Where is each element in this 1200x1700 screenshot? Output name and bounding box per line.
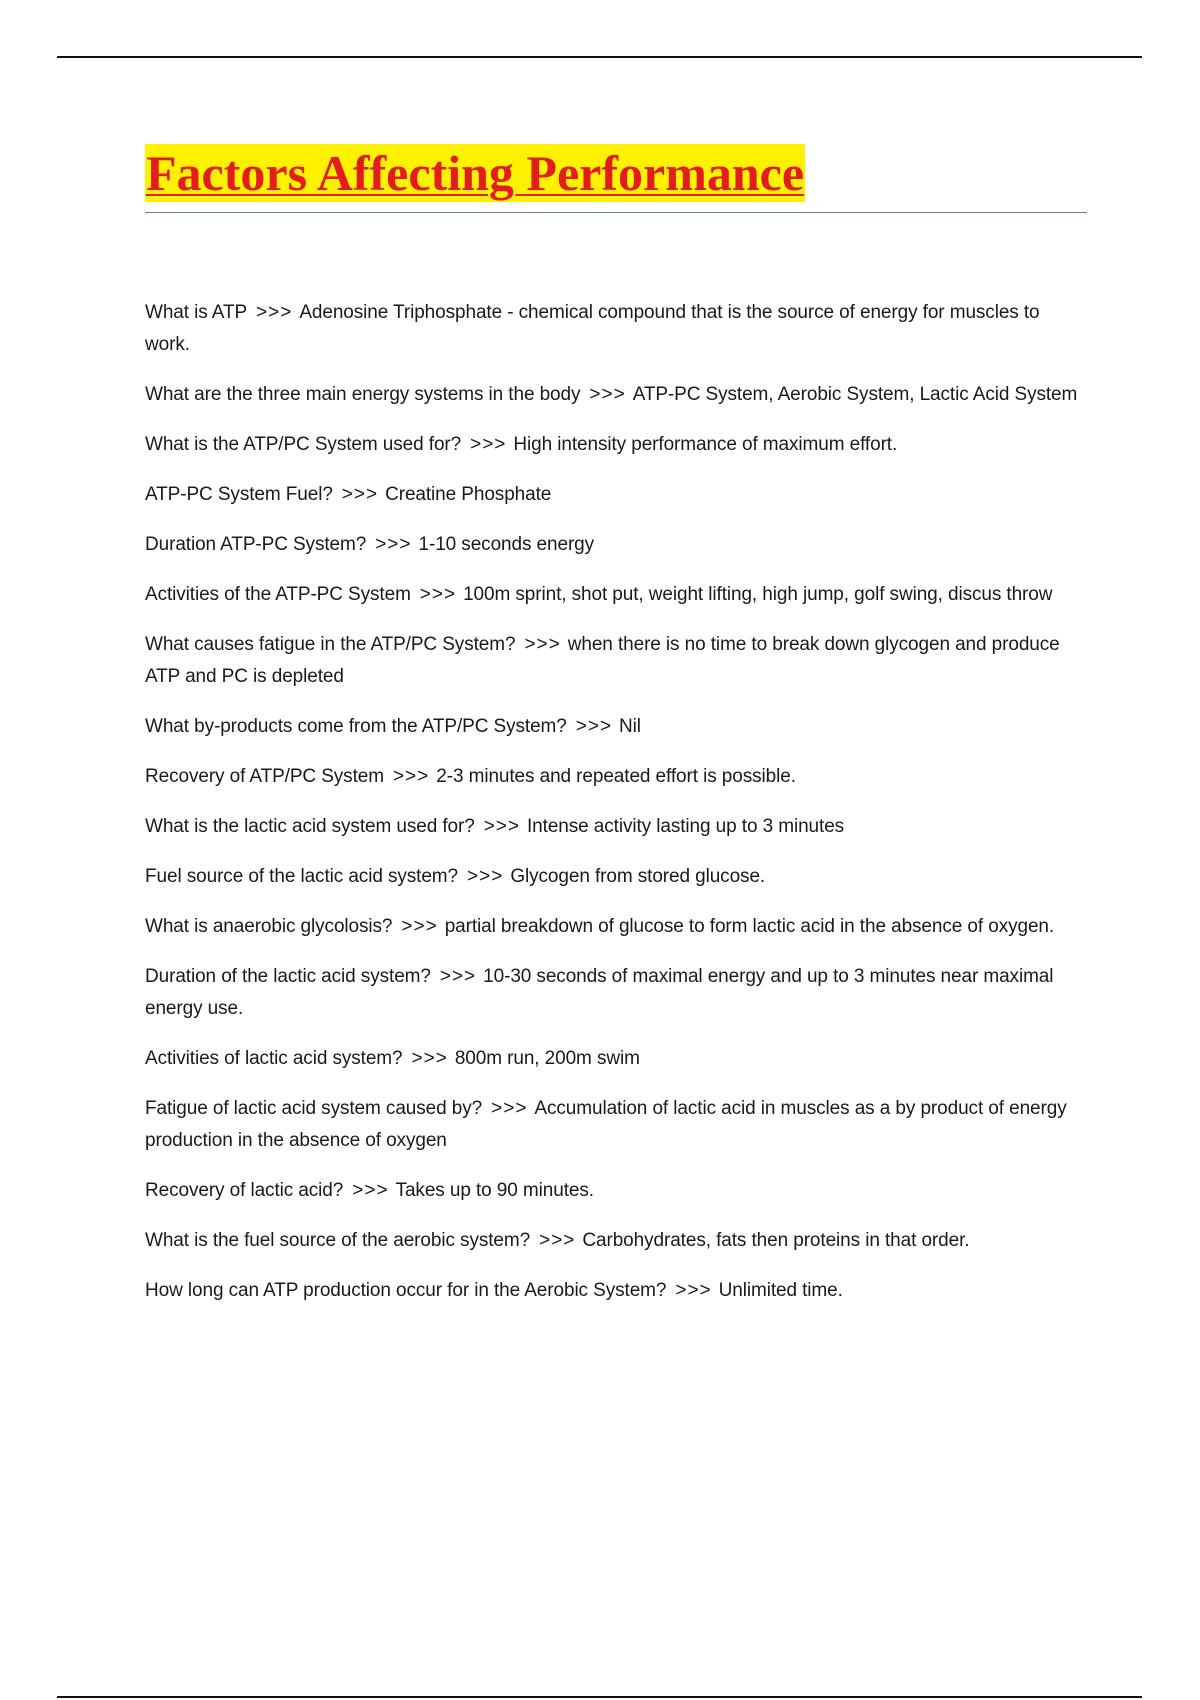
answer-separator: >>>	[467, 866, 504, 887]
qa-item	[145, 961, 1087, 1025]
qa-item	[145, 1093, 1087, 1157]
answer-text: 800m run, 200m swim	[454, 1048, 640, 1069]
answer-text: ATP-PC System, Aerobic System, Lactic Acid System	[632, 384, 1078, 405]
answer-text: Carbohydrates, fats then proteins in that order.	[582, 1230, 970, 1251]
question-text: Activities of the ATP-PC System	[145, 584, 411, 605]
question-text: What are the three main energy systems in the body	[145, 384, 581, 405]
answer-separator: >>>	[352, 1180, 389, 1201]
answer-text: 1-10 seconds energy	[418, 534, 595, 555]
answer-separator: >>>	[539, 1230, 576, 1251]
question-text: What is anaerobic glycolosis?	[145, 916, 393, 937]
page-title: Factors Affecting Performance	[146, 145, 805, 201]
answer-separator: >>>	[341, 484, 379, 505]
answer-text: when there is no time to break down glycogen and produce ATP and PC is depleted	[145, 634, 1060, 687]
qa-item	[145, 479, 1087, 511]
qa-item	[145, 861, 1087, 893]
answer-separator: >>>	[491, 1098, 528, 1119]
qa-item	[145, 1275, 1087, 1307]
question-text: What by-products come from the ATP/PC System?	[145, 716, 567, 737]
question-text: What is the ATP/PC System used for?	[145, 434, 462, 455]
question-text: What is the fuel source of the aerobic system?	[145, 1230, 531, 1251]
answer-separator: >>>	[375, 534, 412, 555]
answer-text: Takes up to 90 minutes.	[395, 1180, 594, 1201]
question-text: What is ATP	[145, 302, 248, 323]
qa-item	[145, 1043, 1087, 1075]
qa-item	[145, 429, 1087, 461]
qa-item	[145, 761, 1087, 793]
qa-list	[145, 297, 1087, 1307]
qa-item	[145, 1225, 1087, 1257]
question-text: Fuel source of the lactic acid system?	[145, 866, 459, 887]
question-text: Fatigue of lactic acid system caused by?	[145, 1098, 483, 1119]
title-block	[145, 144, 1087, 213]
answer-text: Intense activity lasting up to 3 minutes	[527, 816, 845, 837]
question-text: Duration ATP-PC System?	[145, 534, 367, 555]
question-text: How long can ATP production occur for in the Aerobic System?	[145, 1280, 667, 1301]
answer-separator: >>>	[401, 916, 438, 937]
answer-text: Nil	[619, 716, 641, 737]
answer-text: Creatine Phosphate	[385, 484, 552, 505]
answer-separator: >>>	[524, 634, 561, 655]
qa-item	[145, 379, 1087, 411]
answer-text: 2-3 minutes and repeated effort is possible.	[436, 766, 796, 787]
answer-text: Unlimited time.	[718, 1280, 843, 1301]
question-text: ATP-PC System Fuel?	[145, 484, 333, 505]
qa-item	[145, 579, 1087, 611]
answer-separator: >>>	[589, 384, 626, 405]
question-text: Recovery of ATP/PC System	[145, 766, 384, 787]
qa-item	[145, 911, 1087, 943]
question-text: Activities of lactic acid system?	[145, 1048, 403, 1069]
document-body	[145, 144, 1087, 1325]
question-text: What is the lactic acid system used for?	[145, 816, 475, 837]
answer-text: 10-30 seconds of maximal energy and up to 3 minutes near maximal energy use.	[145, 966, 1054, 1019]
qa-item	[145, 297, 1087, 361]
answer-separator: >>>	[419, 584, 457, 605]
bottom-page-rule	[57, 1696, 1142, 1698]
answer-text: Adenosine Triphosphate - chemical compound that is the source of energy for muscles to work.	[145, 302, 1040, 355]
answer-text: Accumulation of lactic acid in muscles as a by product of energy production in the absence of oxygen	[145, 1098, 1067, 1151]
answer-separator: >>>	[575, 716, 613, 737]
question-text: What causes fatigue in the ATP/PC System?	[145, 634, 516, 655]
top-page-rule	[57, 56, 1142, 58]
answer-text: partial breakdown of glucose to form lactic acid in the absence of oxygen.	[444, 916, 1055, 937]
answer-separator: >>>	[675, 1280, 712, 1301]
qa-item	[145, 529, 1087, 561]
answer-separator: >>>	[470, 434, 507, 455]
question-text: Duration of the lactic acid system?	[145, 966, 431, 987]
answer-text: Glycogen from stored glucose.	[510, 866, 766, 887]
answer-separator: >>>	[411, 1048, 448, 1069]
question-text: Recovery of lactic acid?	[145, 1180, 344, 1201]
answer-text: High intensity performance of maximum effort.	[513, 434, 898, 455]
qa-item	[145, 629, 1087, 693]
qa-item	[145, 711, 1087, 743]
qa-item	[145, 811, 1087, 843]
qa-item	[145, 1175, 1087, 1207]
answer-separator: >>>	[483, 816, 520, 837]
answer-text: 100m sprint, shot put, weight lifting, high jump, golf swing, discus throw	[463, 584, 1053, 605]
answer-separator: >>>	[256, 302, 293, 323]
answer-separator: >>>	[392, 766, 430, 787]
answer-separator: >>>	[439, 966, 477, 987]
